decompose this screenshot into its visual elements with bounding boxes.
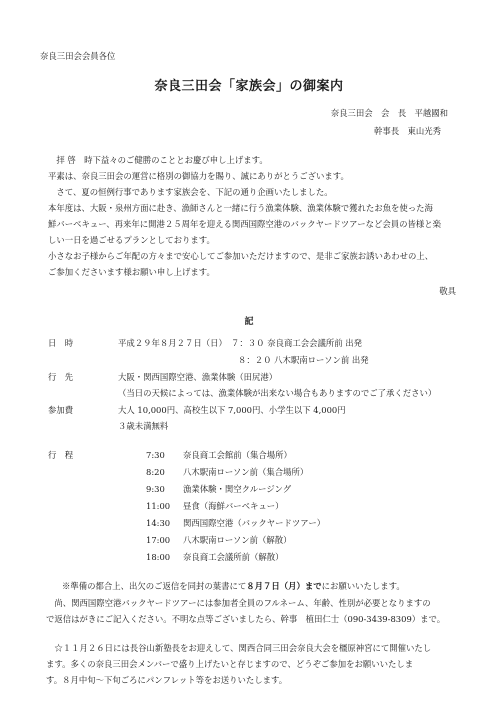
reply-deadline: ８月７日（月）まで [246, 581, 322, 591]
body-line: 拝 啓 時下益々のご健勝のこととお慶び申し上げます。 [48, 155, 268, 165]
date-line: ８：２０ 八木駅南ローソン前 出発 [238, 355, 369, 365]
itinerary-time: 7:30 [146, 450, 165, 460]
reply-note-text: ※準備の都合上、出欠のご返信を同封の葉書にて [62, 581, 247, 591]
body-line: ご参加くださいます様お願い申し上げます。 [48, 267, 215, 277]
tour-note: で返信はがきにご記入ください。不明な点等ございましたら、幹事 植田仁士（090-3439-8309）まで。 [46, 614, 446, 624]
destination-note: （当日の天候によっては、漁業体験が出来ない場合もありますのでご了承ください） [118, 388, 437, 398]
itinerary-desc: 八木駅南ローソン前（解散） [183, 535, 292, 545]
closing: 敬具 [439, 286, 456, 296]
body-line: 小さなお子様からご年配の方々まで安心してご参加いただけますので、是非ご家族お誘いあわせの上、 [48, 251, 434, 261]
sender-president: 奈良三田会 会 長 平越國和 [330, 108, 448, 118]
reply-note-text: にお願いいたします。 [321, 581, 405, 591]
destination-line: 大阪・関西国際空港、漁業体験（田尻港） [118, 372, 278, 382]
itinerary-desc: 昼食（海鮮バーベキュー） [183, 501, 284, 511]
fee-note: ３歳未満無料 [118, 421, 169, 431]
body-line: 本年度は、大阪・泉州方面に赴き、漁師さんと一緒に行う漁業体験、漁業体験で獲れたお魚を使った海 [48, 203, 433, 213]
event-note: ます。多くの奈良三田会メンバーで盛り上げたいと存じますので、どうぞご参加をお願いいたしま [46, 659, 414, 669]
itinerary-time: 11:00 [146, 501, 171, 511]
itinerary-time: 14:30 [146, 518, 171, 528]
body-line: 平素は、奈良三田会の運営に格別の御協力を賜り、誠にありがとうございます。 [48, 171, 349, 181]
date-label: 日 時 [48, 338, 74, 348]
itinerary-desc: 八木駅南ローソン前（集合場所） [183, 467, 309, 477]
date-line: 平成２９年８月２７日（日） ７：３０ 奈良商工会会議所前 出発 [118, 338, 363, 348]
itinerary-desc: 奈良商工会議所前（解散） [183, 552, 284, 562]
itinerary-time: 18:00 [146, 552, 171, 562]
itinerary-desc: 関西国際空港（バックヤードツアー） [183, 518, 326, 528]
body-line: 鮮バーベキュー、再来年に開港２５周年を迎える関西国際空港のバックヤードツアーなど会員の皆様と楽 [48, 219, 442, 229]
itinerary-desc: 漁業体験・関空クルージング [183, 484, 292, 494]
itinerary-time: 17:00 [146, 535, 171, 545]
destination-label: 行 先 [48, 372, 74, 382]
event-note: す。８月中旬〜下旬ごろにパンフレット等をお送りいたします。 [46, 675, 288, 685]
itinerary-time: 8:20 [146, 467, 165, 477]
event-note: ☆１１月２６日には長谷山新塾長をお迎えして、関西合同三田会奈良大会を橿原神宮にて開催いたし [46, 643, 432, 653]
itinerary-time: 9:30 [146, 484, 165, 494]
itinerary-desc: 奈良商工会館前（集合場所） [183, 450, 292, 460]
reply-note [62, 582, 405, 590]
fee-label: 参加費 [48, 405, 74, 415]
ki-heading: 記 [244, 317, 254, 327]
itinerary-label: 行 程 [48, 450, 74, 460]
fee-line: 大人 10,000円、高校生以下 7,000円、小学生以下 4,000円 [118, 405, 346, 415]
body-line: さて、夏の恒例行事であります家族会を、下記の通り企画いたしました。 [48, 187, 333, 197]
body-line: しい一日を過ごせるプランとしております。 [48, 235, 215, 245]
addressee: 奈良三田会会員各位 [40, 51, 116, 61]
sender-secretary: 幹事長 東山光秀 [374, 126, 441, 136]
tour-note: 尚、関西国際空港バックヤードツアーには参加者全員のフルネーム、年齢、性別が必要となりますの [46, 598, 431, 608]
page-title: 奈良三田会「家族会」の御案内 [154, 79, 344, 94]
